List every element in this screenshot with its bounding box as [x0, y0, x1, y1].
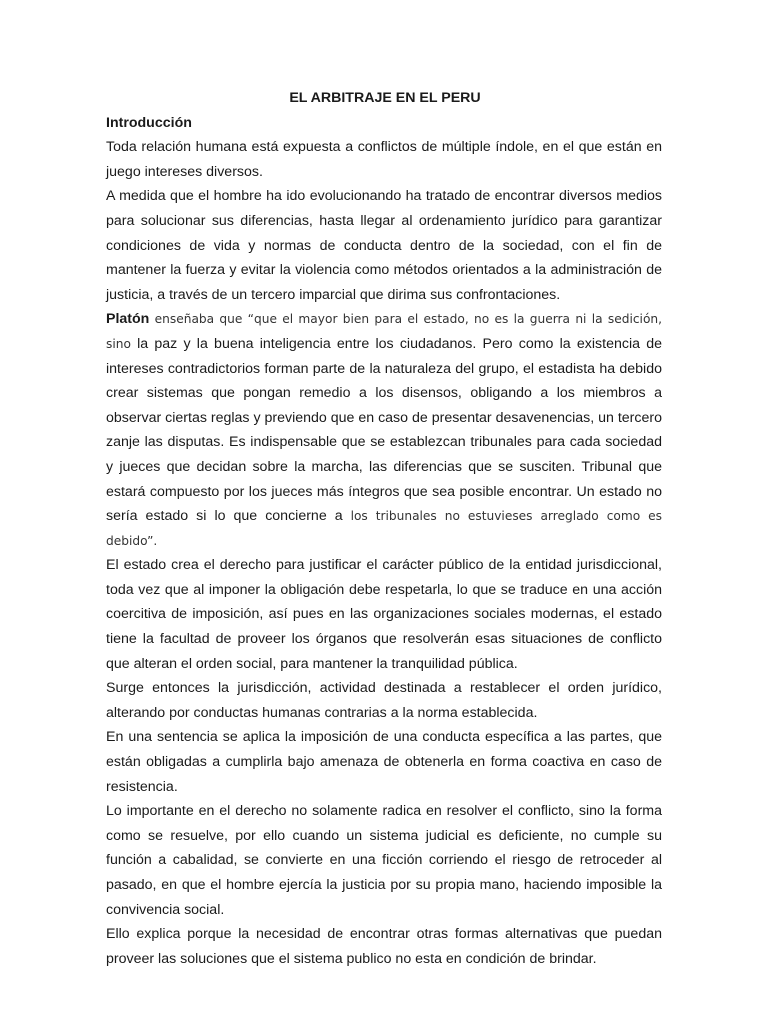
- paragraph-8: Ello explica porque la necesidad de encontrar otras formas alternativas que puedan proveer las soluciones que el sistema publico no esta en condición de brindar.: [106, 926, 662, 967]
- paragraph-6: En una sentencia se aplica la imposición de una conducta específica a las partes, que están obligadas a cumplirla bajo amenaza de obtenerla en forma coactiva en caso de resistencia.: [106, 729, 662, 795]
- paragraph-3: [106, 307, 662, 553]
- platon-name: Platón: [106, 311, 150, 328]
- quote-end: los tribunales no estuvieses arreglado como es debido”.: [106, 509, 662, 548]
- section-heading: Introducción: [106, 114, 192, 131]
- paragraph-7: Lo importante en el derecho no solamente radica en resolver el conflicto, sino la forma como se resuelve, por ello cuando un sistema judicial es deficiente, no cumple su función a cabalidad, se convierte en una ficción corriendo el riesgo de retroceder al pasado, en que el hombre ejercía la justicia por su propia mano, haciendo imposible la convivencia social.: [106, 803, 662, 918]
- paragraph-2: A medida que el hombre ha ido evolucionando ha tratado de encontrar diversos medios para solucionar sus diferencias, hasta llegar al ordenamiento jurídico para garantizar condiciones de vida y normas de conducta dentro de la sociedad, con el fin de mantener la fuerza y evitar la violencia como métodos orientados a la administración de justicia, a través de un tercero imparcial que dirima sus confrontaciones.: [106, 188, 662, 303]
- paragraph-5: Surge entonces la jurisdicción, actividad destinada a restablecer el orden jurídico, alterando por conductas humanas contrarias a la norma establecida.: [106, 680, 662, 721]
- paragraph-3-body: la paz y la buena inteligencia entre los ciudadanos. Pero como la existencia de intereses contradictorios forman parte de la naturaleza del grupo, el estadista ha debido crear sistemas que pongan remedio a los disensos, obligando a los miembros a observar ciertas reglas y previendo que en caso de presentar desavenencias, un tercero zanje las disputas. Es indispensable que se establezcan tribunales para cada sociedad y jueces que decidan sobre la marcha, las diferencias que se susciten. Tribunal que estará compuesto por los jueces más íntegros que sea posible encontrar. Un estado no sería estado si lo que concierne a: [106, 335, 663, 525]
- paragraph-4: El estado crea el derecho para justificar el carácter público de la entidad jurisdiccional, toda vez que al imponer la obligación debe respetarla, lo que se traduce en una acción coercitiva de imposición, así pues en las organizaciones sociales modernas, el estado tiene la facultad de proveer los órganos que resolverán esas situaciones de conflicto que alteran el orden social, para mantener la tranquilidad pública.: [106, 557, 662, 672]
- quote-start: enseñaba que “que el mayor bien para el estado, no es la guerra ni la sedición, sino: [106, 312, 662, 351]
- document-page: [106, 86, 662, 971]
- document-title: EL ARBITRAJE EN EL PERU: [289, 90, 481, 106]
- paragraph-1: Toda relación humana está expuesta a conflictos de múltiple índole, en el que están en juego intereses diversos.: [106, 139, 662, 180]
